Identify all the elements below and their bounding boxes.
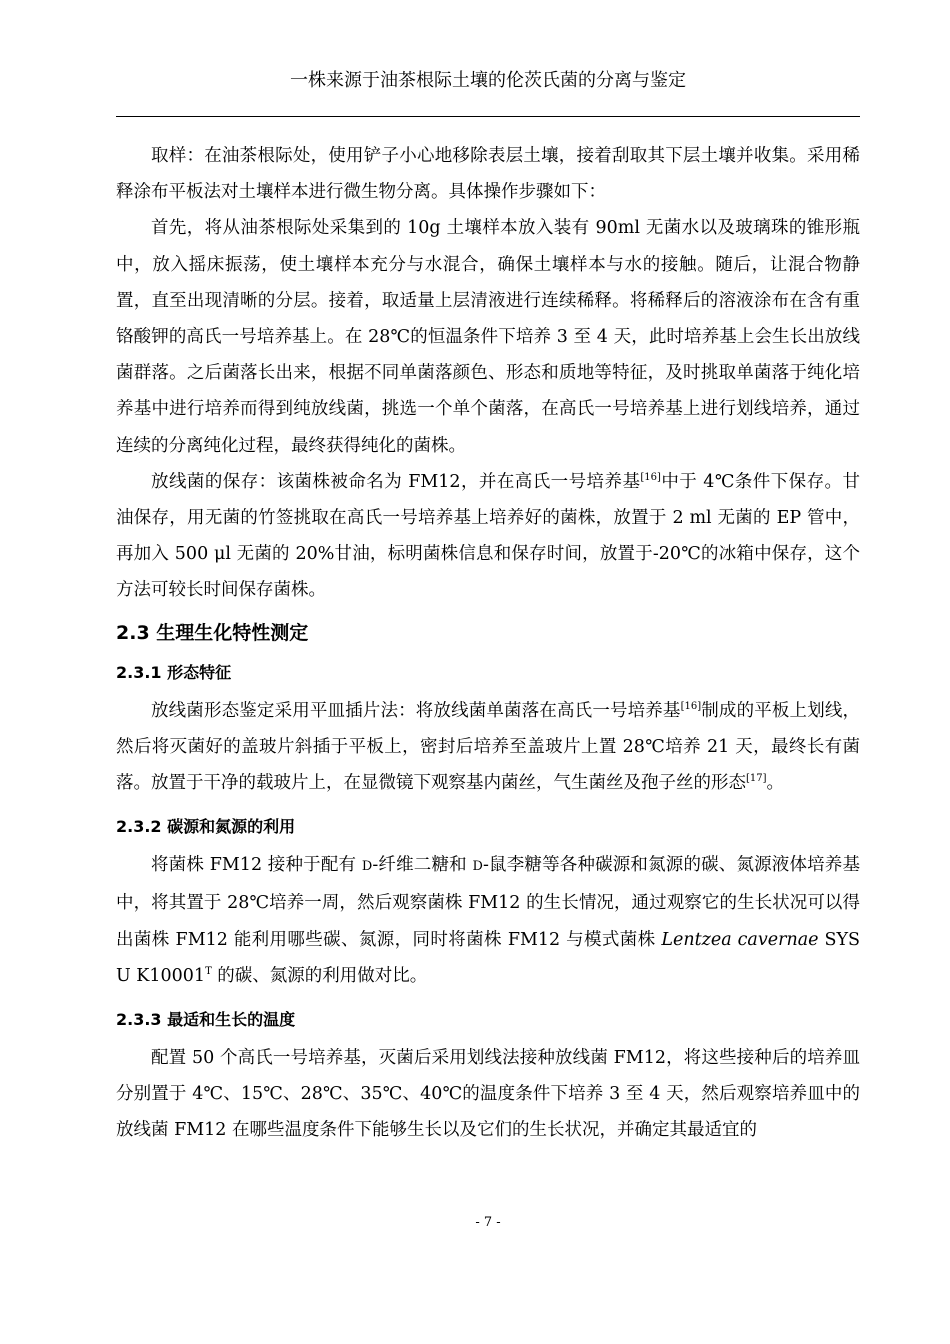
citation-ref: [17] — [746, 773, 767, 785]
small-caps-d: D — [472, 859, 483, 875]
running-header: 一株来源于油茶根际土壤的伦茨氏菌的分离与鉴定 — [290, 70, 686, 91]
paragraph-sampling: 取样：在油茶根际处，使用铲子小心地移除表层土壤，接着刮取其下层土壤并收集。采用稀释涂布平板法对土壤样本进行微生物分离。具体操作步骤如下： — [116, 146, 860, 203]
subsection-heading-2-3-3: 2.3.3 最适和生长的温度 — [116, 1010, 296, 1030]
small-caps-d: D — [361, 859, 373, 875]
text-run: SYSU K10001 — [116, 929, 860, 986]
paragraph-strain-preservation — [116, 464, 860, 609]
type-strain-mark: T — [205, 966, 212, 978]
subsection-heading-2-3-1: 2.3.1 形态特征 — [116, 662, 232, 682]
text-run: -纤维二糖和 — [372, 855, 473, 876]
text-run: 将菌株 FM12 接种于配有 — [151, 855, 362, 876]
citation-ref: [16] — [680, 700, 702, 712]
text-run: 放线菌的保存：该菌株被命名为 FM12，并在高氏一号培养基 — [151, 471, 641, 492]
text-run: 制成的平板上划线，然后将灭菌好的盖玻片斜插于平板上，密封后培养至盖玻片上置 28℃培养 21 天，最终长有菌落。放置于干净的载玻片上，在显微镜下观察基内菌丝，气生菌丝及孢子丝的形态 — [116, 700, 861, 794]
page-body — [116, 138, 860, 1149]
page-number: - 7 - — [475, 1215, 501, 1230]
species-name: Lentzea cavernae — [661, 929, 819, 950]
citation-ref: [16] — [640, 472, 661, 483]
paragraph-morphology — [116, 693, 860, 802]
paragraph-carbon-nitrogen — [116, 847, 860, 994]
header-rule — [116, 116, 860, 117]
text-run: 放线菌形态鉴定采用平皿插片法：将放线菌单菌落在高氏一号培养基 — [151, 700, 681, 721]
text-run: -鼠李糖等各种碳源和氮源的碳、氮源液体培养基中，将其置于 28℃培养一周，然后观察菌株 FM12 的生长情况，通过观察它的生长状况可以得出菌株 FM12 能利用哪些碳、氮源，同时将菌株 FM12 与模式菌株 — [116, 855, 860, 950]
text-run: 的碳、氮源的利用做对比。 — [211, 965, 428, 986]
text-run: 。 — [766, 773, 785, 794]
text-run: 中于 4℃条件下保存。甘油保存，用无菌的竹签挑取在高氏一号培养基上培养好的菌株，放置于 2 ml 无菌的 EP 管中，再加入 500 μl 无菌的 20%甘油，标明菌株信息和保存时间，放置于-20℃的冰箱中保存，这个方法可较长时间保存菌株。 — [116, 471, 860, 601]
paragraph-temperature: 配置 50 个高氏一号培养基，灭菌后采用划线法接种放线菌 FM12，将这些接种后的培养皿分别置于 4℃、15℃、28℃、35℃、40℃的温度条件下培养 3 至 4 天，然后观察培养皿中的放线菌 FM12 在哪些温度条件下能够生长以及它们的生长状况，并确定其最适宜的 — [116, 1048, 860, 1141]
paragraph-isolation-procedure: 首先，将从油茶根际处采集到的 10g 土壤样本放入装有 90ml 无菌水以及玻璃珠的锥形瓶中，放入摇床振荡，使土壤样本充分与水混合，确保土壤样本与水的接触。随后，让混合物静置，直至出现清晰的分层。接着，取适量上层清液进行连续稀释。将稀释后的溶液涂布在含有重铬酸钾的高氏一号培养基上。在 28℃的恒温条件下培养 3 至 4 天，此时培养基上会生长出放线菌群落。之后菌落长出来，根据不同单菌落颜色、形态和质地等特征，及时挑取单菌落于纯化培养基中进行培养而得到纯放线菌，挑选一个单个菌落，在高氏一号培养基上进行划线培养，通过连续的分离纯化过程，最终获得纯化的菌株。 — [116, 218, 860, 456]
section-heading-2-3: 2.3 生理生化特性测定 — [116, 621, 309, 644]
subsection-heading-2-3-2: 2.3.2 碳源和氮源的利用 — [116, 817, 296, 837]
